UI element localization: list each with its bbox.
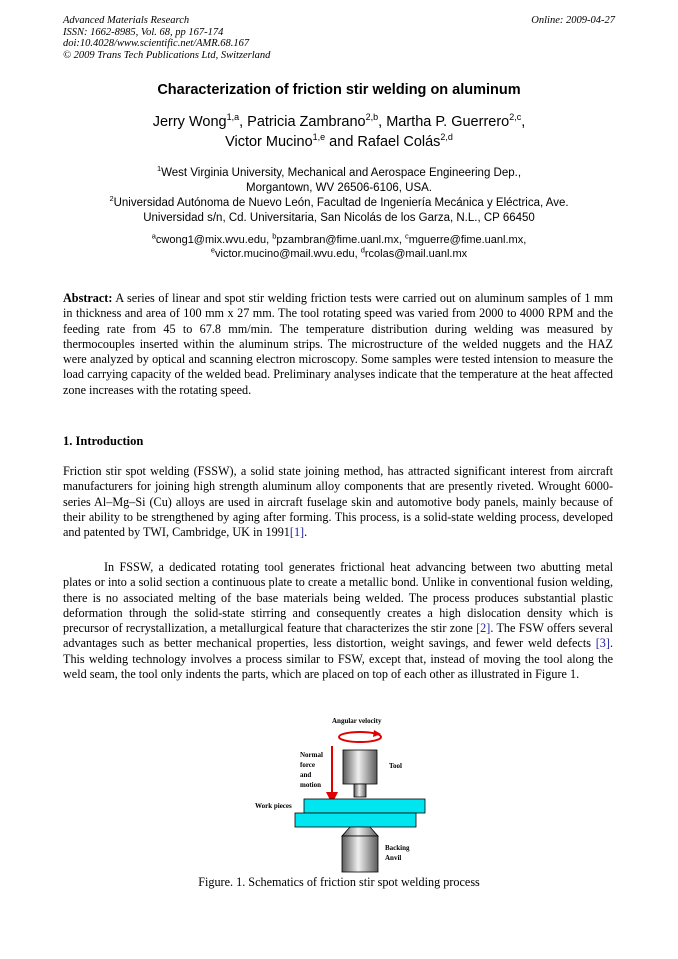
intro-paragraph-1 — [63, 464, 613, 540]
affil-text: Universidad Autónoma de Nuevo León, Facultad de Ingeniería Mecánica y Eléctrica, Ave. — [113, 197, 569, 209]
author-sep: and — [325, 134, 358, 150]
author-name: Jerry Wong — [152, 114, 227, 130]
author-sep: , — [521, 114, 526, 130]
copyright: © 2009 Trans Tech Publications Ltd, Switzerland — [63, 49, 271, 61]
email-sup: a — [151, 231, 156, 241]
author-sup: 2,d — [440, 132, 453, 143]
email-list — [0, 233, 678, 261]
email-sep: , — [266, 234, 273, 246]
email-sep: , — [398, 234, 405, 246]
label-normal-force — [300, 751, 325, 789]
author-line-2 — [0, 132, 678, 152]
email-link[interactable]: cwong1@mix.wvu.edu — [155, 234, 267, 246]
paragraph-text: . This welding technology involves a process similar to FSW, except that, instead of moving the tool along the weld seam, the tool only indents the parts, which are placed on top of each other as illustrated in Figure 1. — [63, 636, 613, 682]
author-sup: 2,c — [509, 112, 522, 123]
issn: ISSN: 1662-8985, Vol. 68, pp 167-174 — [63, 26, 224, 38]
lower-work-piece — [295, 813, 416, 827]
author-sup: 2,b — [365, 112, 379, 123]
affiliations — [0, 166, 678, 226]
email-sup: c — [404, 231, 409, 241]
author-name: Rafael Colás — [357, 134, 441, 150]
author-sup: 1,a — [226, 112, 240, 123]
paragraph-text: . The FSW offers several advantages such as better mechanical properties, less distortion, weight savings, and fewer weld defects — [63, 621, 613, 651]
email-sep: , — [354, 248, 361, 260]
label-line: force — [300, 761, 316, 769]
section-heading: 1. Introduction — [63, 434, 144, 448]
intro-paragraph-2 — [63, 560, 613, 682]
anvil-taper — [342, 827, 378, 836]
label-line: motion — [300, 781, 321, 789]
affiliation-2-line-2: Universidad s/n, Cd. Universitaria, San Nicolás de los Garza, N.L., CP 66450 — [143, 212, 535, 224]
abstract — [63, 291, 613, 398]
affil-text: West Virginia University, Mechanical and Aerospace Engineering Dep., — [161, 167, 522, 179]
journal-header — [63, 15, 270, 61]
doi: doi:10.4028/www.scientific.net/AMR.68.167 — [63, 38, 250, 50]
online-date: Online: 2009-04-27 — [531, 15, 615, 26]
citation-link[interactable]: [3] — [595, 636, 610, 651]
affil-sup: 2 — [109, 194, 114, 204]
label-backing-anvil — [385, 844, 411, 862]
abstract-label: Abstract: — [63, 291, 113, 305]
affiliation-1-line-2: Morgantown, WV 26506-6106, USA. — [245, 182, 433, 194]
email-link[interactable]: mguerre@fime.uanl.mx — [408, 234, 524, 246]
fssw-schematic — [250, 712, 450, 874]
author-name: Martha P. Guerrero — [386, 114, 510, 130]
author-sup: 1,e — [312, 132, 326, 143]
paper-title: Characterization of friction stir welding on aluminum — [157, 82, 521, 98]
label-angular-velocity: Angular velocity — [332, 717, 382, 725]
label-line: Backing — [385, 844, 410, 852]
affil-sup: 1 — [156, 164, 162, 174]
paragraph-text: Friction stir spot welding (FSSW), a solid state joining method, has attracted significant interest from aircraft manufacturers for joining high strength aluminum alloy components that are presently riveted. Wrought 6000-series Al–Mg–Si (Cu) alloys are used in aircraft fuselage skin and automotive body panels, mainly because of their ability to be strengthened by aging after forming. This process, is a solid-state welding process, developed and patented by TWI, Cambridge, UK in 1991 — [63, 464, 613, 540]
journal-name: Advanced Materials Research — [63, 15, 190, 26]
email-link[interactable]: rcolas@mail.uanl.mx — [364, 248, 468, 260]
email-sep: , — [523, 234, 527, 246]
label-tool: Tool — [389, 762, 402, 770]
email-sup: e — [210, 245, 216, 255]
email-sup: b — [272, 231, 277, 241]
email-link[interactable]: victor.mucino@mail.wvu.edu — [215, 248, 355, 260]
citation-link[interactable]: [2] — [476, 621, 491, 636]
tool-body — [343, 750, 377, 784]
tool-pin — [354, 784, 366, 797]
author-name: Patricia Zambrano — [247, 114, 366, 130]
email-sup: d — [360, 245, 365, 255]
label-line: Normal — [300, 751, 323, 759]
abstract-text: A series of linear and spot stir welding friction tests were carried out on aluminum samples of 1 mm in thickness and area of 100 mm x 27 mm. The tool rotating speed was varied from 2000 to 4000 RPM and the feeding rate from 45 to 67.8 mm/min. The temperature distribution during welding was measured by thermocouples inserted within the aluminum strips. The microstructure of the welded nuggets and the HAZ were analyzed by optical and scanning electron microscopy. Some samples were tested intension to measure the load carrying capacity of the welded bead. Preliminary analyses indicate that the temperature at the heat affected zone increases with the rotating speed. — [63, 291, 614, 397]
label-line: Anvil — [385, 854, 402, 862]
author-list — [0, 112, 678, 152]
author-name: Victor Mucino — [225, 134, 313, 150]
email-link[interactable]: pzambran@fime.uanl.mx — [276, 234, 399, 246]
paragraph-text: In FSSW, a dedicated rotating tool generates frictional heat advancing between two abutting metal plates or into a solid section a continuous plate to create a metallic bond. Unlike in conventional fusion welding, there is no associated melting of the base materials being welded. The process produces substantial plastic deformation through the solid-state stirring and consequently creates a high dislocation density which is precursor of recrystallization, a metallurgical feature that characterizes the stir zone — [63, 560, 613, 636]
email-line-2 — [0, 247, 678, 261]
affiliation-1-line-1 — [0, 166, 678, 181]
affiliation-2-line-1 — [0, 196, 678, 211]
paragraph-text: . — [304, 525, 308, 540]
upper-work-piece — [304, 799, 425, 813]
label-line: and — [300, 771, 312, 779]
backing-anvil — [342, 836, 378, 872]
author-line-1 — [0, 112, 678, 132]
author-sep: , — [378, 114, 387, 130]
author-sep: , — [239, 114, 248, 130]
label-work-pieces: Work pieces — [255, 802, 292, 810]
citation-link[interactable]: [1] — [289, 525, 305, 540]
figure-caption: Figure. 1. Schematics of friction stir spot welding process — [198, 875, 480, 889]
email-line-1 — [0, 233, 678, 247]
